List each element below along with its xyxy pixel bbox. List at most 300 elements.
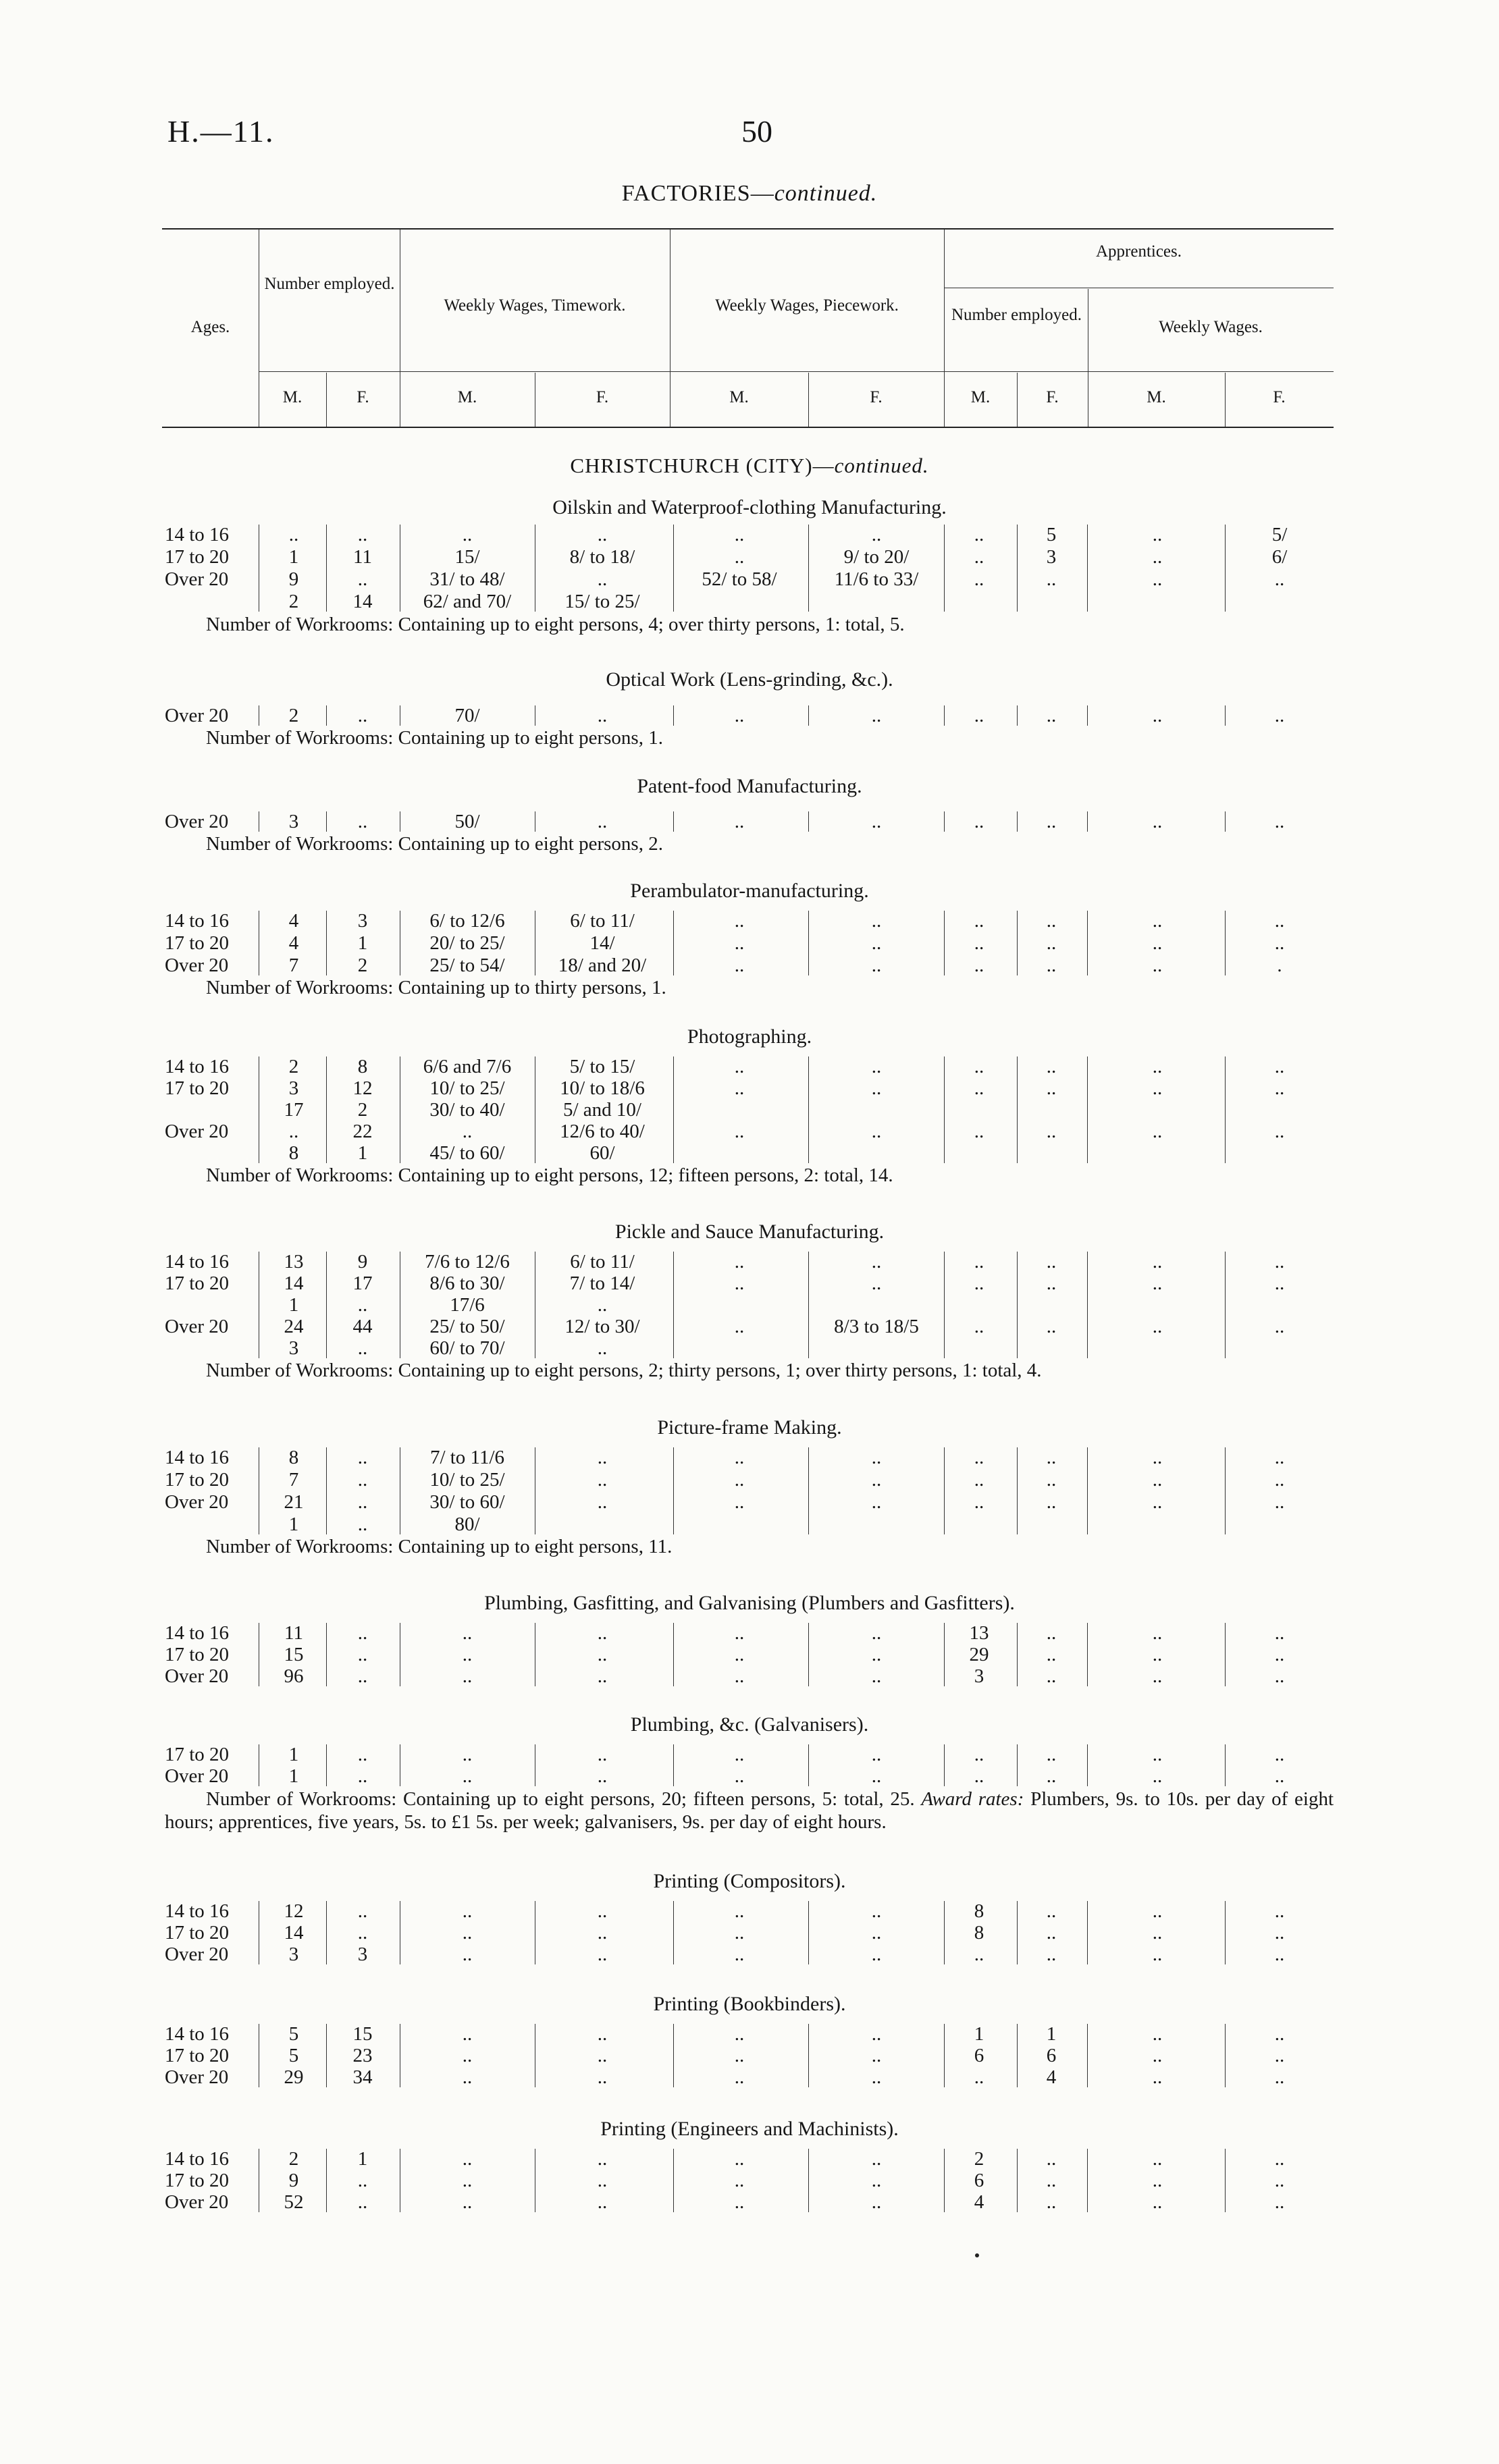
cell-pf: 8/3 to 18/5 xyxy=(834,1316,919,1337)
age-cell: 17 to 20 xyxy=(165,1644,230,1665)
cell-am: .. xyxy=(974,568,984,590)
cell-f: 1 xyxy=(357,2148,368,2170)
cell-tf: 6/ to 11/ xyxy=(570,910,635,932)
section-title-plumbing: Plumbing, Gasfitting, and Galvanising (Plumbers and Gasfitters). xyxy=(484,1592,1015,1614)
cell-tm: .. xyxy=(462,1922,473,1944)
cell-tm: .. xyxy=(462,2170,473,2191)
cell-tf: .. xyxy=(597,1922,608,1944)
cell-am: .. xyxy=(974,1316,984,1337)
age-cell: 14 to 16 xyxy=(165,1447,230,1468)
age-cell: Over 20 xyxy=(165,2191,229,2213)
table-row xyxy=(0,1120,1499,1143)
cell-wm: .. xyxy=(1152,546,1163,568)
cell-tf: 12/6 to 40/ xyxy=(560,1121,645,1142)
cell-f: 2 xyxy=(357,955,368,976)
cell-tm: 7/6 to 12/6 xyxy=(425,1251,510,1273)
table-row xyxy=(0,810,1499,833)
section-title-compositors: Printing (Compositors). xyxy=(653,1870,846,1892)
table-row xyxy=(0,1622,1499,1644)
cell-f: 3 xyxy=(357,1944,368,1965)
table-row xyxy=(0,1468,1499,1491)
age-cell: 17 to 20 xyxy=(165,1077,230,1099)
cell-pm: .. xyxy=(734,811,745,832)
section-title-pictureframe: Picture-frame Making. xyxy=(657,1416,842,1439)
age-cell: Over 20 xyxy=(165,1121,229,1142)
cell-tm: 60/ to 70/ xyxy=(429,1337,505,1359)
cell-af: .. xyxy=(1046,1765,1057,1787)
cell-f: .. xyxy=(357,1514,368,1535)
cell-m: 14 xyxy=(284,1922,304,1944)
cell-wf: .. xyxy=(1274,1251,1285,1273)
cell-am: .. xyxy=(974,811,984,832)
age-cell: 14 to 16 xyxy=(165,2023,230,2045)
table-row xyxy=(0,1098,1499,1121)
cell-wm: .. xyxy=(1152,2148,1163,2170)
cell-pf: .. xyxy=(871,811,882,832)
cell-pf: .. xyxy=(871,1251,882,1273)
cell-pf: .. xyxy=(871,1922,882,1944)
cell-am: 1 xyxy=(974,2023,984,2045)
cell-tf: 10/ to 18/6 xyxy=(560,1077,645,1099)
cell-tf: 14/ xyxy=(589,932,615,954)
cell-wm: .. xyxy=(1152,2045,1163,2066)
cell-af: .. xyxy=(1046,1251,1057,1273)
section-title-oilskin: Oilskin and Waterproof-clothing Manufacturing. xyxy=(552,496,947,518)
cell-m: .. xyxy=(288,1121,299,1142)
stray-mark xyxy=(975,2253,979,2257)
cell-tm: .. xyxy=(462,1622,473,1644)
cell-pm: .. xyxy=(734,2023,745,2045)
cell-tm: .. xyxy=(462,524,473,545)
cell-am: .. xyxy=(974,1056,984,1077)
cell-af: .. xyxy=(1046,955,1057,976)
cell-tm: 15/ xyxy=(454,546,480,568)
cell-tf: .. xyxy=(597,568,608,590)
cell-tf: 60/ xyxy=(589,1142,615,1164)
header-weekly-wages-piecework: Weekly Wages, Piecework. xyxy=(715,296,899,315)
age-cell: Over 20 xyxy=(165,1665,229,1687)
cell-pm: .. xyxy=(734,932,745,954)
age-cell: Over 20 xyxy=(165,1491,229,1513)
cell-f: .. xyxy=(357,1337,368,1359)
cell-m: 29 xyxy=(284,2066,304,2088)
workrooms-award-note xyxy=(165,1788,1334,1833)
workrooms-note-text: Number of Workrooms: Containing up to eight persons, 20; fifteen persons, 5: total, 25. xyxy=(206,1788,915,1810)
cell-am: .. xyxy=(974,1765,984,1787)
table-row xyxy=(0,1643,1499,1666)
cell-tm: .. xyxy=(462,1665,473,1687)
cell-tf: 5/ and 10/ xyxy=(563,1099,641,1121)
cell-wf: .. xyxy=(1274,2066,1285,2088)
cell-tf: .. xyxy=(597,811,608,832)
workrooms-note: Number of Workrooms: Containing up to eight persons, 1. xyxy=(206,727,663,749)
cell-pm: .. xyxy=(734,1316,745,1337)
table-row xyxy=(0,1055,1499,1078)
cell-tm: .. xyxy=(462,2066,473,2088)
cell-pf: .. xyxy=(871,1273,882,1294)
age-cell: Over 20 xyxy=(165,705,229,726)
age-cell: 17 to 20 xyxy=(165,2170,230,2191)
cell-tm: 6/6 and 7/6 xyxy=(423,1056,512,1077)
table-row xyxy=(0,2044,1499,2067)
cell-pf: .. xyxy=(871,1644,882,1665)
table-row xyxy=(0,1250,1499,1273)
cell-am: 6 xyxy=(974,2170,984,2191)
table-row xyxy=(0,1315,1499,1338)
cell-tf: 18/ and 20/ xyxy=(558,955,647,976)
cell-wm: .. xyxy=(1152,1056,1163,1077)
page-number: 50 xyxy=(741,114,772,149)
cell-af: .. xyxy=(1046,1644,1057,1665)
cell-m: 2 xyxy=(288,591,299,612)
cell-tf: 6/ to 11/ xyxy=(570,1251,635,1273)
cell-tf: .. xyxy=(597,1944,608,1965)
cell-wm: .. xyxy=(1152,705,1163,726)
cell-f: 1 xyxy=(357,1142,368,1164)
cell-wf: .. xyxy=(1274,2170,1285,2191)
table-row xyxy=(0,1142,1499,1164)
cell-tf: .. xyxy=(597,524,608,545)
cell-am: .. xyxy=(974,1251,984,1273)
header-m: M. xyxy=(282,388,303,406)
cell-wf: .. xyxy=(1274,1273,1285,1294)
cell-wf: .. xyxy=(1274,1765,1285,1787)
section-title-patentfood: Patent-food Manufacturing. xyxy=(637,775,862,797)
cell-tf: 7/ to 14/ xyxy=(569,1273,635,1294)
cell-tf: .. xyxy=(597,2148,608,2170)
age-cell: 17 to 20 xyxy=(165,932,230,954)
cell-tm: .. xyxy=(462,1765,473,1787)
cell-tf: .. xyxy=(597,1447,608,1468)
cell-f: .. xyxy=(357,811,368,832)
workrooms-note: Number of Workrooms: Containing up to eight persons, 2; thirty persons, 1; over thirty persons, 1: total, 4. xyxy=(206,1360,1042,1381)
cell-am: 8 xyxy=(974,1922,984,1944)
cell-pm: .. xyxy=(734,2066,745,2088)
cell-f: .. xyxy=(357,1744,368,1765)
cell-tm: 25/ to 54/ xyxy=(429,955,505,976)
cell-af: .. xyxy=(1046,2148,1057,2170)
age-cell: 14 to 16 xyxy=(165,1056,230,1077)
cell-wf: .. xyxy=(1274,705,1285,726)
cell-tm: 45/ to 60/ xyxy=(429,1142,505,1164)
cell-wf: 6/ xyxy=(1271,546,1288,568)
cell-tm: 10/ to 25/ xyxy=(429,1077,505,1099)
cell-tf: 5/ to 15/ xyxy=(569,1056,635,1077)
cell-tf: .. xyxy=(597,2023,608,2045)
cell-am: .. xyxy=(974,546,984,568)
cell-pf: 11/6 to 33/ xyxy=(834,568,919,590)
section-title-bookbinders: Printing (Bookbinders). xyxy=(653,1993,846,2015)
cell-m: .. xyxy=(288,524,299,545)
age-cell: 17 to 20 xyxy=(165,1273,230,1294)
cell-af: .. xyxy=(1046,1273,1057,1294)
cell-m: 52 xyxy=(284,2191,304,2213)
cell-af: .. xyxy=(1046,568,1057,590)
cell-m: 12 xyxy=(284,1900,304,1922)
cell-tf: .. xyxy=(597,1491,608,1513)
header-f: F. xyxy=(357,388,369,406)
cell-tm: 80/ xyxy=(454,1514,480,1535)
cell-pf: .. xyxy=(871,1077,882,1099)
section-title-galvanisers: Plumbing, &c. (Galvanisers). xyxy=(630,1713,869,1736)
cell-pm: .. xyxy=(734,1447,745,1468)
cell-m: 15 xyxy=(284,1644,304,1665)
header-ages: Ages. xyxy=(190,318,230,336)
cell-wf: .. xyxy=(1274,811,1285,832)
cell-tm: 50/ xyxy=(454,811,480,832)
cell-f: .. xyxy=(357,1644,368,1665)
cell-pf: .. xyxy=(871,1765,882,1787)
age-cell: 14 to 16 xyxy=(165,910,230,932)
cell-pm: 52/ to 58/ xyxy=(702,568,777,590)
table-row xyxy=(0,2147,1499,2170)
cell-tm: .. xyxy=(462,2148,473,2170)
page-reference: H.—11. xyxy=(167,114,275,149)
section-title-engineers: Printing (Engineers and Machinists). xyxy=(600,2118,899,2140)
cell-pf: .. xyxy=(871,2045,882,2066)
cell-pm: .. xyxy=(734,524,745,545)
cell-tf: .. xyxy=(597,2066,608,2088)
cell-tm: 30/ to 60/ xyxy=(429,1491,505,1513)
cell-pf: .. xyxy=(871,2148,882,2170)
cell-af: .. xyxy=(1046,910,1057,932)
cell-tf: .. xyxy=(597,1765,608,1787)
section-title-pickle: Pickle and Sauce Manufacturing. xyxy=(614,1221,885,1243)
cell-m: 8 xyxy=(288,1142,299,1164)
cell-af: .. xyxy=(1046,1944,1057,1965)
cell-tm: .. xyxy=(462,2191,473,2213)
cell-f: 9 xyxy=(357,1251,368,1273)
age-cell: Over 20 xyxy=(165,811,229,832)
cell-tm: .. xyxy=(462,2045,473,2066)
cell-m: 2 xyxy=(288,1056,299,1077)
cell-m: 11 xyxy=(284,1622,303,1644)
cell-wf: .. xyxy=(1274,1491,1285,1513)
cell-am: 3 xyxy=(974,1665,984,1687)
table-row xyxy=(0,1446,1499,1469)
cell-tf: .. xyxy=(597,1644,608,1665)
header-number-employed: Number employed. xyxy=(264,275,395,293)
cell-f: .. xyxy=(357,524,368,545)
cell-pm: .. xyxy=(734,910,745,932)
cell-af: .. xyxy=(1046,1077,1057,1099)
cell-af: 6 xyxy=(1046,2045,1057,2066)
table-header xyxy=(162,228,1334,428)
cell-tf: .. xyxy=(597,1469,608,1491)
cell-wf: .. xyxy=(1274,2148,1285,2170)
cell-pf: .. xyxy=(871,1056,882,1077)
cell-wm: .. xyxy=(1152,2023,1163,2045)
cell-tm: 70/ xyxy=(454,705,480,726)
cell-m: 96 xyxy=(284,1665,304,1687)
table-row xyxy=(0,568,1499,591)
cell-am: .. xyxy=(974,1944,984,1965)
cell-m: 2 xyxy=(288,705,299,726)
cell-pm: .. xyxy=(734,2170,745,2191)
workrooms-note: Number of Workrooms: Containing up to eight persons, 2. xyxy=(206,833,663,855)
cell-af: .. xyxy=(1046,1469,1057,1491)
award-rates-text: Plumbers, 9s. to 10s. per day of eight hours; apprentices, five years, 5s. to £1 5s. per week; galvanisers, 9s. per day of eight hours. xyxy=(165,1788,1334,1833)
cell-af: .. xyxy=(1046,932,1057,954)
header-app-weekly-wages: Weekly Wages. xyxy=(1159,318,1263,336)
cell-af: .. xyxy=(1046,1665,1057,1687)
header-f: F. xyxy=(870,388,883,406)
cell-f: .. xyxy=(357,568,368,590)
cell-am: .. xyxy=(974,1077,984,1099)
table-row xyxy=(0,1900,1499,1923)
cell-pf: 9/ to 20/ xyxy=(843,546,910,568)
age-cell: 14 to 16 xyxy=(165,1251,230,1273)
table-row xyxy=(0,1077,1499,1100)
workrooms-note: Number of Workrooms: Containing up to thirty persons, 1. xyxy=(206,977,666,998)
cell-af: .. xyxy=(1046,2170,1057,2191)
cell-wm: .. xyxy=(1152,2170,1163,2191)
cell-am: .. xyxy=(974,1121,984,1142)
cell-tm: 20/ to 25/ xyxy=(429,932,505,954)
cell-pf: .. xyxy=(871,2023,882,2045)
cell-f: 17 xyxy=(352,1273,373,1294)
cell-tm: .. xyxy=(462,1900,473,1922)
cell-tm: .. xyxy=(462,1944,473,1965)
cell-wm: .. xyxy=(1152,1622,1163,1644)
cell-f: 2 xyxy=(357,1099,368,1121)
cell-wf: .. xyxy=(1274,1665,1285,1687)
cell-af: .. xyxy=(1046,1121,1057,1142)
cell-af: .. xyxy=(1046,705,1057,726)
cell-am: .. xyxy=(974,705,984,726)
cell-m: 1 xyxy=(288,546,299,568)
cell-wf: .. xyxy=(1274,1316,1285,1337)
cell-f: .. xyxy=(357,1665,368,1687)
cell-m: 1 xyxy=(288,1294,299,1316)
header-f: F. xyxy=(1046,388,1059,406)
cell-f: 15 xyxy=(352,2023,373,2045)
cell-am: .. xyxy=(974,2066,984,2088)
cell-af: .. xyxy=(1046,1491,1057,1513)
age-cell: Over 20 xyxy=(165,2066,229,2088)
cell-f: 11 xyxy=(353,546,372,568)
cell-wf: .. xyxy=(1274,1469,1285,1491)
table-row xyxy=(0,2169,1499,2192)
table-title-continued: continued. xyxy=(774,181,878,206)
cell-f: .. xyxy=(357,2170,368,2191)
cell-wm: .. xyxy=(1152,2066,1163,2088)
cell-wm: .. xyxy=(1152,910,1163,932)
cell-pf: .. xyxy=(871,1944,882,1965)
cell-pf: .. xyxy=(871,1121,882,1142)
age-cell: Over 20 xyxy=(165,568,229,590)
cell-tf: .. xyxy=(597,1900,608,1922)
cell-wm: .. xyxy=(1152,1922,1163,1944)
cell-f: .. xyxy=(357,1622,368,1644)
cell-f: 8 xyxy=(357,1056,368,1077)
age-cell: Over 20 xyxy=(165,1316,229,1337)
cell-f: .. xyxy=(357,705,368,726)
cell-pf: .. xyxy=(871,955,882,976)
table-row xyxy=(0,1272,1499,1295)
table-row xyxy=(0,1921,1499,1944)
cell-wm: .. xyxy=(1152,1765,1163,1787)
cell-wf: .. xyxy=(1274,2045,1285,2066)
cell-af: .. xyxy=(1046,1056,1057,1077)
cell-af: 3 xyxy=(1046,546,1057,568)
cell-tf: .. xyxy=(597,1622,608,1644)
cell-wf: .. xyxy=(1274,1447,1285,1468)
cell-am: .. xyxy=(974,1491,984,1513)
cell-af: .. xyxy=(1046,1922,1057,1944)
cell-m: 17 xyxy=(284,1099,304,1121)
cell-tm: .. xyxy=(462,1121,473,1142)
cell-m: 5 xyxy=(288,2045,299,2066)
cell-tm: 31/ to 48/ xyxy=(429,568,505,590)
cell-m: 1 xyxy=(288,1744,299,1765)
age-cell: 17 to 20 xyxy=(165,2045,230,2066)
cell-wf: .. xyxy=(1274,568,1285,590)
cell-m: 7 xyxy=(288,1469,299,1491)
cell-am: 8 xyxy=(974,1900,984,1922)
cell-f: 34 xyxy=(352,2066,373,2088)
cell-tm: 6/ to 12/6 xyxy=(429,910,505,932)
cell-wm: .. xyxy=(1152,1944,1163,1965)
cell-wm: .. xyxy=(1152,1644,1163,1665)
cell-pm: .. xyxy=(734,546,745,568)
cell-wm: .. xyxy=(1152,932,1163,954)
cell-pf: .. xyxy=(871,524,882,545)
cell-am: .. xyxy=(974,1469,984,1491)
cell-wf: .. xyxy=(1274,1644,1285,1665)
cell-wf: .. xyxy=(1274,2023,1285,2045)
section-title-perambulator: Perambulator-manufacturing. xyxy=(630,880,869,902)
cell-af: .. xyxy=(1046,1447,1057,1468)
age-cell: 17 to 20 xyxy=(165,1469,230,1491)
cell-m: 7 xyxy=(288,955,299,976)
header-f: F. xyxy=(596,388,609,406)
cell-am: .. xyxy=(974,910,984,932)
cell-am: .. xyxy=(974,932,984,954)
cell-wf: .. xyxy=(1274,1121,1285,1142)
cell-tf: .. xyxy=(597,1744,608,1765)
cell-pm: .. xyxy=(734,1944,745,1965)
cell-f: 12 xyxy=(352,1077,373,1099)
cell-am: .. xyxy=(974,1273,984,1294)
header-m: M. xyxy=(1147,388,1166,406)
cell-pf: .. xyxy=(871,1622,882,1644)
cell-wm: .. xyxy=(1152,1900,1163,1922)
header-m: M. xyxy=(457,388,477,406)
cell-m: 3 xyxy=(288,1077,299,1099)
workrooms-note: Number of Workrooms: Containing up to eight persons, 12; fifteen persons, 2: total, 14. xyxy=(206,1164,893,1186)
cell-tm: 7/ to 11/6 xyxy=(429,1447,505,1468)
cell-f: .. xyxy=(357,1469,368,1491)
header-f: F. xyxy=(1273,388,1286,406)
cell-af: .. xyxy=(1046,1316,1057,1337)
cell-af: .. xyxy=(1046,1622,1057,1644)
cell-wf: .. xyxy=(1274,1622,1285,1644)
cell-f: .. xyxy=(357,1447,368,1468)
cell-m: 1 xyxy=(288,1514,299,1535)
cell-pf: .. xyxy=(871,2191,882,2213)
age-cell: 14 to 16 xyxy=(165,524,230,545)
table-title xyxy=(0,181,1499,207)
cell-am: .. xyxy=(974,524,984,545)
cell-m: 3 xyxy=(288,1944,299,1965)
cell-wm: .. xyxy=(1152,524,1163,545)
age-cell: Over 20 xyxy=(165,1944,229,1965)
cell-tm: 17/6 xyxy=(450,1294,485,1316)
cell-wf: .. xyxy=(1274,1077,1285,1099)
cell-f: 23 xyxy=(352,2045,373,2066)
cell-tf: .. xyxy=(597,1665,608,1687)
